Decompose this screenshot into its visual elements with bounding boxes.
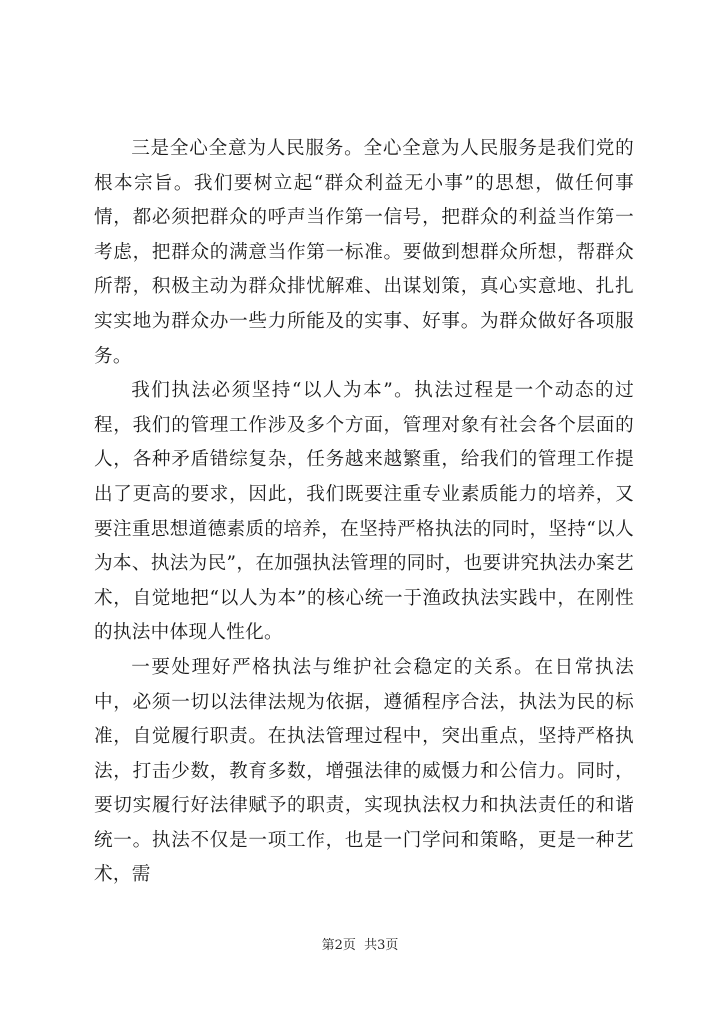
page-footer — [0, 934, 720, 953]
page-total: 共3页 — [364, 938, 399, 953]
paragraph-strict-enforcement: 一要处理好严格执法与维护社会稳定的关系。在日常执法中，必须一切以法律法规为依据，遵循程序合法，执法为民的标准，自觉履行职责。在执法管理过程中，突出重点，坚持严格执法，打击少数，教育多数，增强法律的威慑力和公信力。同时，要切实履行好法律赋予的职责，实现执法权力和执法责任的和谐统一。执法不仅是一项工作，也是一门学问和策略，更是一种艺术，需 — [94, 656, 634, 886]
page-number: 第2页 — [321, 938, 356, 953]
paragraph-people-oriented: 我们执法必须坚持“以人为本”。执法过程是一个动态的过程，我们的管理工作涉及多个方面，管理对象有社会各个层面的人，各种矛盾错综复杂，任务越来越繁重，给我们的管理工作提出了更高的要求，因此，我们既要注重专业素质能力的培养，又要注重思想道德素质的培养，在坚持严格执法的同时，坚持“以人为本、执法为民”，在加强执法管理的同时，也要讲究执法办案艺术，自觉地把“以人为本”的核心统一于渔政执法实践中，在刚性的执法中体现人性化。 — [94, 380, 634, 644]
paragraph-serve-people: 三是全心全意为人民服务。全心全意为人民服务是我们党的根本宗旨。我们要树立起“群众利益无小事”的思想，做任何事情，都必须把群众的呼声当作第一信号，把群众的利益当作第一考虑，把群众的满意当作第一标准。要做到想群众所想，帮群众所帮，积极主动为群众排忧解难、出谋划策，真心实意地、扎扎实实地为群众办一些力所能及的实事、好事。为群众做好各项服务。 — [94, 138, 634, 367]
document-body — [94, 132, 634, 893]
